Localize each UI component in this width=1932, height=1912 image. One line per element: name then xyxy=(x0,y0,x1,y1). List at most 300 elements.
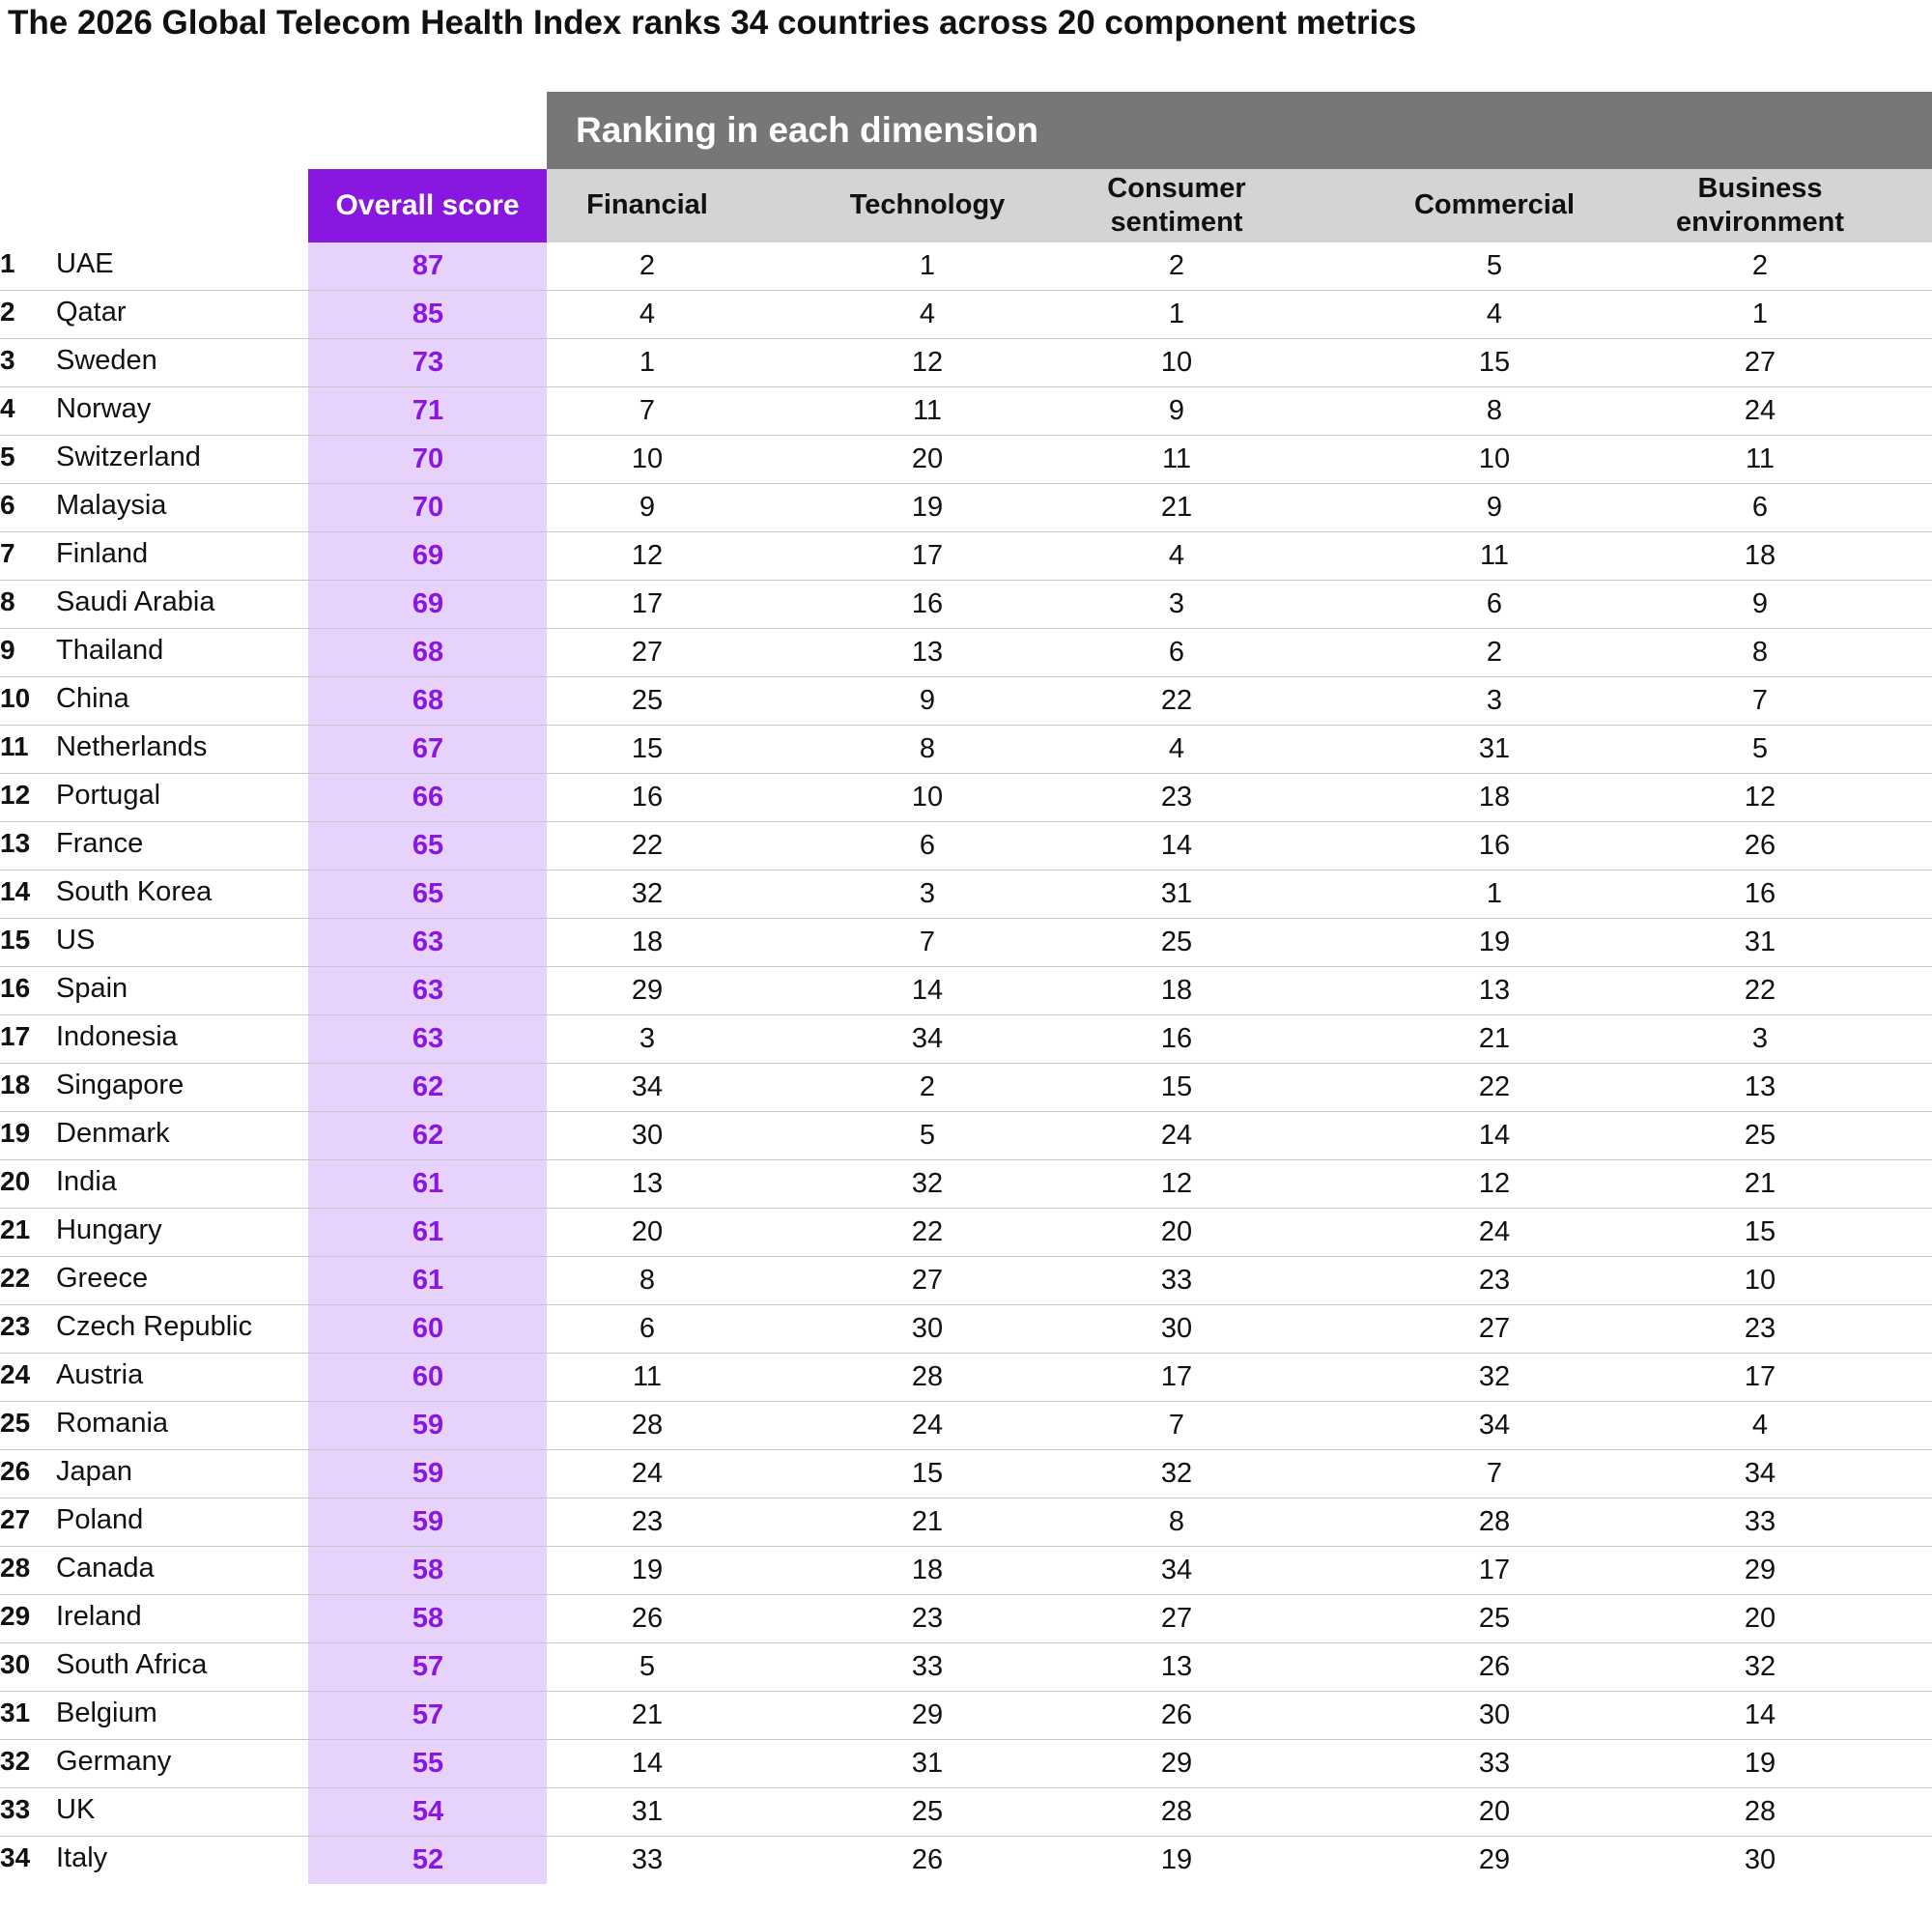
dimension-rank-cell: 16 xyxy=(1160,1023,1193,1054)
dimension-rank-cell: 20 xyxy=(1160,1216,1193,1247)
dimension-rank-cell: 4 xyxy=(639,299,656,329)
rank-number: 8 xyxy=(0,586,15,616)
country-name: Finland xyxy=(56,538,149,569)
country-name: Saudi Arabia xyxy=(56,586,215,617)
table-row xyxy=(0,1112,1932,1160)
dimension-rank-cell: 26 xyxy=(1744,830,1776,861)
table-row xyxy=(0,291,1932,339)
country-name: Qatar xyxy=(56,297,127,328)
dimension-rank-cell: 34 xyxy=(1744,1458,1776,1489)
table-row xyxy=(0,677,1932,726)
rank-number: 17 xyxy=(0,1021,31,1051)
dimension-rank-cell: 24 xyxy=(1160,1120,1193,1151)
table-row xyxy=(0,1160,1932,1209)
overall-score: 60 xyxy=(412,1361,444,1392)
dimension-rank-cell: 8 xyxy=(1168,1506,1185,1537)
dimension-rank-cell: 6 xyxy=(1486,588,1503,619)
rank-number: 22 xyxy=(0,1263,31,1293)
country-name: UK xyxy=(56,1794,96,1825)
dimension-rank-cell: 34 xyxy=(911,1023,944,1054)
dimension-rank-cell: 15 xyxy=(1744,1216,1776,1247)
rank-number: 7 xyxy=(0,538,15,568)
dimension-rank-cell: 22 xyxy=(631,830,664,861)
dimension-rank-cell: 7 xyxy=(1486,1458,1503,1489)
dimension-rank-cell: 31 xyxy=(631,1796,664,1827)
dimension-rank-cell: 20 xyxy=(631,1216,664,1247)
table-row xyxy=(0,581,1932,629)
overall-score: 61 xyxy=(412,1265,444,1296)
rank-number: 27 xyxy=(0,1504,31,1534)
table-row xyxy=(0,726,1932,774)
table-row xyxy=(0,1209,1932,1257)
rank-number: 14 xyxy=(0,876,31,906)
dimension-rank-cell: 16 xyxy=(911,588,944,619)
dimension-rank-cell: 13 xyxy=(631,1168,664,1199)
dimension-rank-cell: 33 xyxy=(1478,1748,1511,1779)
rank-number: 34 xyxy=(0,1842,31,1872)
dimension-rank-cell: 4 xyxy=(1168,540,1185,571)
dimension-rank-cell: 23 xyxy=(911,1603,944,1634)
table-row xyxy=(0,243,1932,291)
table-row xyxy=(0,1692,1932,1740)
dimension-rank-cell: 32 xyxy=(1744,1651,1776,1682)
dimension-rank-cell: 19 xyxy=(1160,1844,1193,1875)
table-row xyxy=(0,484,1932,532)
overall-score: 87 xyxy=(412,250,444,281)
dimension-rank-cell: 3 xyxy=(1486,685,1503,716)
dimension-rank-cell: 1 xyxy=(919,250,936,281)
dimension-rank-cell: 10 xyxy=(631,443,664,474)
dimension-rank-cell: 20 xyxy=(911,443,944,474)
dimension-rank-cell: 34 xyxy=(1160,1555,1193,1585)
dimension-rank-cell: 23 xyxy=(1478,1265,1511,1296)
table-row xyxy=(0,870,1932,919)
dimension-rank-cell: 32 xyxy=(631,878,664,909)
dimension-rank-cell: 29 xyxy=(631,975,664,1006)
overall-score: 52 xyxy=(412,1844,444,1875)
country-name: India xyxy=(56,1166,117,1197)
overall-score: 57 xyxy=(412,1651,444,1682)
dimension-rank-cell: 29 xyxy=(1744,1555,1776,1585)
table-row xyxy=(0,967,1932,1015)
rank-number: 18 xyxy=(0,1070,31,1099)
dimension-rank-cell: 32 xyxy=(911,1168,944,1199)
dimension-rank-cell: 3 xyxy=(1751,1023,1769,1054)
country-name: Romania xyxy=(56,1408,169,1439)
rank-number: 2 xyxy=(0,297,15,327)
overall-score: 66 xyxy=(412,782,444,813)
dimension-rank-cell: 4 xyxy=(1751,1410,1769,1441)
country-name: US xyxy=(56,925,96,956)
overall-score: 59 xyxy=(412,1458,444,1489)
dimension-rank-cell: 17 xyxy=(1160,1361,1193,1392)
dimension-rank-cell: 16 xyxy=(631,782,664,813)
country-name: Poland xyxy=(56,1504,144,1535)
dimension-rank-cell: 10 xyxy=(911,782,944,813)
rank-number: 33 xyxy=(0,1794,31,1824)
dimension-rank-cell: 21 xyxy=(911,1506,944,1537)
dimension-rank-cell: 8 xyxy=(1751,637,1769,668)
rank-number: 30 xyxy=(0,1649,31,1679)
dimension-rank-cell: 28 xyxy=(911,1361,944,1392)
dimension-rank-cell: 22 xyxy=(911,1216,944,1247)
dimension-rank-cell: 24 xyxy=(1478,1216,1511,1247)
dimension-rank-cell: 11 xyxy=(632,1361,663,1392)
country-name: Singapore xyxy=(56,1070,185,1100)
overall-score: 85 xyxy=(412,299,444,329)
dimension-rank-cell: 28 xyxy=(1160,1796,1193,1827)
rank-number: 9 xyxy=(0,635,15,665)
overall-score: 69 xyxy=(412,540,444,571)
dimension-rank-cell: 27 xyxy=(1744,347,1776,378)
column-header-consumer-sentiment: Consumer sentiment xyxy=(1107,172,1246,238)
dimension-rank-cell: 1 xyxy=(1751,299,1769,329)
dimension-rank-cell: 19 xyxy=(911,492,944,523)
table-row xyxy=(0,1015,1932,1064)
dimension-rank-cell: 15 xyxy=(1478,347,1511,378)
dimension-rank-cell: 1 xyxy=(1168,299,1185,329)
rank-number: 24 xyxy=(0,1359,31,1389)
dimension-rank-cell: 5 xyxy=(639,1651,656,1682)
dimension-rank-cell: 10 xyxy=(1478,443,1511,474)
overall-score: 63 xyxy=(412,1023,444,1054)
overall-score: 57 xyxy=(412,1699,444,1730)
dimension-rank-cell: 2 xyxy=(1168,250,1185,281)
rank-number: 20 xyxy=(0,1166,31,1196)
page-title: The 2026 Global Telecom Health Index ranks 34 countries across 20 component metrics xyxy=(8,4,1417,42)
rank-number: 26 xyxy=(0,1456,31,1486)
dimension-rank-cell: 25 xyxy=(911,1796,944,1827)
country-name: Switzerland xyxy=(56,442,201,472)
dimension-rank-cell: 19 xyxy=(1744,1748,1776,1779)
country-name: China xyxy=(56,683,129,714)
rank-number: 6 xyxy=(0,490,15,520)
country-name: Netherlands xyxy=(56,731,208,762)
dimension-rank-cell: 27 xyxy=(1478,1313,1511,1344)
dimension-rank-cell: 30 xyxy=(1744,1844,1776,1875)
dimension-rank-cell: 19 xyxy=(1478,927,1511,957)
dimension-rank-cell: 18 xyxy=(1744,540,1776,571)
country-name: Sweden xyxy=(56,345,157,376)
overall-score: 69 xyxy=(412,588,444,619)
dimension-rank-cell: 29 xyxy=(1478,1844,1511,1875)
dimension-rank-cell: 9 xyxy=(639,492,656,523)
column-header-business-environment: Business environment xyxy=(1675,172,1845,238)
dimension-rank-cell: 11 xyxy=(1745,443,1776,474)
overall-score: 62 xyxy=(412,1071,444,1102)
dimension-rank-cell: 12 xyxy=(631,540,664,571)
table-row xyxy=(0,1064,1932,1112)
dimension-rank-cell: 33 xyxy=(1744,1506,1776,1537)
rank-number: 1 xyxy=(0,248,15,278)
table-row xyxy=(0,1402,1932,1450)
table-row xyxy=(0,629,1932,677)
rank-number: 3 xyxy=(0,345,15,375)
rank-number: 16 xyxy=(0,973,31,1003)
overall-score: 61 xyxy=(412,1216,444,1247)
overall-score: 70 xyxy=(412,443,444,474)
dimension-rank-cell: 23 xyxy=(1160,782,1193,813)
dimension-rank-cell: 5 xyxy=(1751,733,1769,764)
dimension-rank-cell: 18 xyxy=(631,927,664,957)
dimension-rank-cell: 21 xyxy=(631,1699,664,1730)
overall-score: 65 xyxy=(412,878,444,909)
country-name: Austria xyxy=(56,1359,144,1390)
dimension-rank-cell: 25 xyxy=(1478,1603,1511,1634)
dimension-rank-cell: 20 xyxy=(1478,1796,1511,1827)
table-row xyxy=(0,1595,1932,1643)
dimension-rank-cell: 28 xyxy=(631,1410,664,1441)
dimension-rank-cell: 23 xyxy=(1744,1313,1776,1344)
dimension-rank-cell: 32 xyxy=(1160,1458,1193,1489)
dimension-rank-cell: 27 xyxy=(1160,1603,1193,1634)
overall-score: 59 xyxy=(412,1410,444,1441)
dimension-rank-cell: 26 xyxy=(631,1603,664,1634)
dimension-rank-cell: 14 xyxy=(1478,1120,1511,1151)
dimension-rank-cell: 14 xyxy=(1160,830,1193,861)
rank-number: 23 xyxy=(0,1311,31,1341)
dimension-rank-cell: 8 xyxy=(639,1265,656,1296)
dimension-rank-cell: 12 xyxy=(1478,1168,1511,1199)
dimension-rank-cell: 17 xyxy=(1478,1555,1511,1585)
country-name: Spain xyxy=(56,973,128,1004)
dimension-rank-cell: 33 xyxy=(631,1844,664,1875)
dimension-rank-cell: 8 xyxy=(1486,395,1503,426)
dimension-rank-cell: 30 xyxy=(911,1313,944,1344)
dimension-rank-cell: 29 xyxy=(1160,1748,1193,1779)
dimension-rank-cell: 34 xyxy=(631,1071,664,1102)
dimension-rank-cell: 28 xyxy=(1744,1796,1776,1827)
table-row xyxy=(0,1257,1932,1305)
dimension-rank-cell: 2 xyxy=(919,1071,936,1102)
overall-score: 70 xyxy=(412,492,444,523)
column-header-financial: Financial xyxy=(586,189,708,221)
table-row xyxy=(0,1547,1932,1595)
country-name: Norway xyxy=(56,393,152,424)
country-name: South Korea xyxy=(56,876,213,907)
dimension-rank-cell: 18 xyxy=(1160,975,1193,1006)
dimension-rank-cell: 10 xyxy=(1160,347,1193,378)
table-row xyxy=(0,919,1932,967)
dimension-rank-cell: 2 xyxy=(639,250,656,281)
table-row xyxy=(0,1788,1932,1837)
dimension-rank-cell: 26 xyxy=(1160,1699,1193,1730)
dimension-rank-cell: 17 xyxy=(911,540,944,571)
dimension-rank-cell: 4 xyxy=(1168,733,1185,764)
table-row xyxy=(0,1740,1932,1788)
dimension-rank-cell: 23 xyxy=(631,1506,664,1537)
country-name: Greece xyxy=(56,1263,149,1294)
country-name: South Africa xyxy=(56,1649,208,1680)
overall-score: 59 xyxy=(412,1506,444,1537)
overall-score: 55 xyxy=(412,1748,444,1779)
rank-number: 28 xyxy=(0,1553,31,1583)
dimension-rank-cell: 3 xyxy=(1168,588,1185,619)
dimension-rank-cell: 10 xyxy=(1744,1265,1776,1296)
dimension-rank-cell: 18 xyxy=(1478,782,1511,813)
dimension-rank-cell: 17 xyxy=(1744,1361,1776,1392)
table-row xyxy=(0,339,1932,387)
dimension-rank-cell: 19 xyxy=(631,1555,664,1585)
dimension-rank-cell: 21 xyxy=(1160,492,1193,523)
dimension-rank-cell: 8 xyxy=(919,733,936,764)
overall-score: 71 xyxy=(412,395,444,426)
country-name: Belgium xyxy=(56,1698,157,1728)
rank-number: 13 xyxy=(0,828,31,858)
dimension-rank-cell: 5 xyxy=(919,1120,936,1151)
country-name: Czech Republic xyxy=(56,1311,253,1342)
dimension-rank-cell: 11 xyxy=(1479,540,1510,571)
dimension-rank-cell: 2 xyxy=(1751,250,1769,281)
table-row xyxy=(0,1643,1932,1692)
dimension-rank-cell: 6 xyxy=(1168,637,1185,668)
rank-number: 29 xyxy=(0,1601,31,1631)
dimension-rank-cell: 9 xyxy=(1168,395,1185,426)
dimension-rank-cell: 30 xyxy=(1160,1313,1193,1344)
dimension-rank-cell: 21 xyxy=(1744,1168,1776,1199)
dimension-rank-cell: 3 xyxy=(639,1023,656,1054)
dimension-rank-cell: 14 xyxy=(1744,1699,1776,1730)
dimension-rank-cell: 13 xyxy=(1744,1071,1776,1102)
dimension-rank-cell: 4 xyxy=(1486,299,1503,329)
dimension-rank-cell: 29 xyxy=(911,1699,944,1730)
rank-number: 11 xyxy=(0,731,29,761)
overall-score: 63 xyxy=(412,927,444,957)
table-row xyxy=(0,532,1932,581)
dimension-rank-cell: 34 xyxy=(1478,1410,1511,1441)
dimension-rank-cell: 26 xyxy=(911,1844,944,1875)
dimension-rank-cell: 16 xyxy=(1744,878,1776,909)
rank-number: 10 xyxy=(0,683,31,713)
table-row xyxy=(0,1837,1932,1885)
dimension-rank-cell: 22 xyxy=(1744,975,1776,1006)
table-row xyxy=(0,436,1932,484)
table-row xyxy=(0,1305,1932,1354)
dimension-rank-cell: 12 xyxy=(911,347,944,378)
table-row xyxy=(0,1354,1932,1402)
dimension-rank-cell: 27 xyxy=(631,637,664,668)
rank-number: 31 xyxy=(0,1698,31,1727)
country-name: Thailand xyxy=(56,635,164,666)
rank-number: 5 xyxy=(0,442,15,471)
overall-score: 67 xyxy=(412,733,444,764)
country-name: Japan xyxy=(56,1456,133,1487)
overall-score: 54 xyxy=(412,1796,444,1827)
overall-score: 63 xyxy=(412,975,444,1006)
dimension-rank-cell: 18 xyxy=(911,1555,944,1585)
dimension-rank-cell: 31 xyxy=(911,1748,944,1779)
country-name: Italy xyxy=(56,1842,108,1873)
overall-score: 62 xyxy=(412,1120,444,1151)
dimension-rank-cell: 7 xyxy=(1168,1410,1185,1441)
dimension-rank-cell: 25 xyxy=(1160,927,1193,957)
country-name: Denmark xyxy=(56,1118,170,1149)
dimension-rank-cell: 33 xyxy=(911,1651,944,1682)
dimension-group-header: Ranking in each dimension xyxy=(547,92,1932,169)
dimension-rank-cell: 12 xyxy=(1744,782,1776,813)
country-name: Portugal xyxy=(56,780,161,811)
overall-score: 61 xyxy=(412,1168,444,1199)
overall-score: 60 xyxy=(412,1313,444,1344)
dimension-rank-cell: 1 xyxy=(639,347,656,378)
dimension-rank-cell: 17 xyxy=(631,588,664,619)
table-row xyxy=(0,774,1932,822)
dimension-rank-cell: 14 xyxy=(911,975,944,1006)
dimension-rank-cell: 7 xyxy=(639,395,656,426)
table-row xyxy=(0,822,1932,870)
overall-score: 68 xyxy=(412,637,444,668)
overall-score: 58 xyxy=(412,1603,444,1634)
dimension-rank-cell: 25 xyxy=(631,685,664,716)
dimension-rank-cell: 9 xyxy=(919,685,936,716)
dimension-rank-cell: 28 xyxy=(1478,1506,1511,1537)
table-row xyxy=(0,1498,1932,1547)
dimension-rank-cell: 13 xyxy=(911,637,944,668)
country-name: Canada xyxy=(56,1553,155,1584)
dimension-rank-cell: 6 xyxy=(1751,492,1769,523)
dimension-rank-cell: 13 xyxy=(1478,975,1511,1006)
dimension-rank-cell: 15 xyxy=(1160,1071,1193,1102)
country-name: Hungary xyxy=(56,1214,162,1245)
overall-score: 73 xyxy=(412,347,444,378)
dimension-rank-cell: 31 xyxy=(1744,927,1776,957)
dimension-rank-cell: 22 xyxy=(1478,1071,1511,1102)
dimension-rank-cell: 31 xyxy=(1478,733,1511,764)
dimension-rank-cell: 16 xyxy=(1478,830,1511,861)
country-name: Indonesia xyxy=(56,1021,178,1052)
dimension-rank-cell: 7 xyxy=(1751,685,1769,716)
rank-number: 12 xyxy=(0,780,31,810)
dimension-rank-cell: 12 xyxy=(1160,1168,1193,1199)
dimension-rank-cell: 21 xyxy=(1478,1023,1511,1054)
table-row xyxy=(0,1450,1932,1498)
rank-number: 25 xyxy=(0,1408,31,1438)
dimension-rank-cell: 11 xyxy=(912,395,943,426)
overall-score: 58 xyxy=(412,1555,444,1585)
dimension-rank-cell: 20 xyxy=(1744,1603,1776,1634)
dimension-rank-cell: 9 xyxy=(1751,588,1769,619)
rank-number: 19 xyxy=(0,1118,31,1148)
dimension-rank-cell: 22 xyxy=(1160,685,1193,716)
country-name: Malaysia xyxy=(56,490,167,521)
dimension-rank-cell: 26 xyxy=(1478,1651,1511,1682)
dimension-rank-cell: 15 xyxy=(911,1458,944,1489)
column-header-technology: Technology xyxy=(849,189,1006,221)
overall-score-header: Overall score xyxy=(308,169,547,243)
country-name: France xyxy=(56,828,144,859)
column-header-commercial: Commercial xyxy=(1413,189,1576,221)
dimension-rank-cell: 31 xyxy=(1160,878,1193,909)
dimension-rank-cell: 6 xyxy=(639,1313,656,1344)
dimension-rank-cell: 11 xyxy=(1161,443,1192,474)
rank-number: 21 xyxy=(0,1214,31,1244)
dimension-rank-cell: 25 xyxy=(1744,1120,1776,1151)
dimension-rank-cell: 9 xyxy=(1486,492,1503,523)
rank-number: 4 xyxy=(0,393,15,423)
table-row xyxy=(0,387,1932,436)
dimension-rank-cell: 24 xyxy=(1744,395,1776,426)
dimension-rank-cell: 1 xyxy=(1486,878,1503,909)
country-name: UAE xyxy=(56,248,114,279)
dimension-rank-cell: 27 xyxy=(911,1265,944,1296)
dimension-rank-cell: 13 xyxy=(1160,1651,1193,1682)
rank-number: 15 xyxy=(0,925,31,955)
dimension-rank-cell: 15 xyxy=(631,733,664,764)
country-name: Germany xyxy=(56,1746,172,1777)
dimension-rank-cell: 24 xyxy=(631,1458,664,1489)
overall-score: 65 xyxy=(412,830,444,861)
dimension-rank-cell: 30 xyxy=(631,1120,664,1151)
